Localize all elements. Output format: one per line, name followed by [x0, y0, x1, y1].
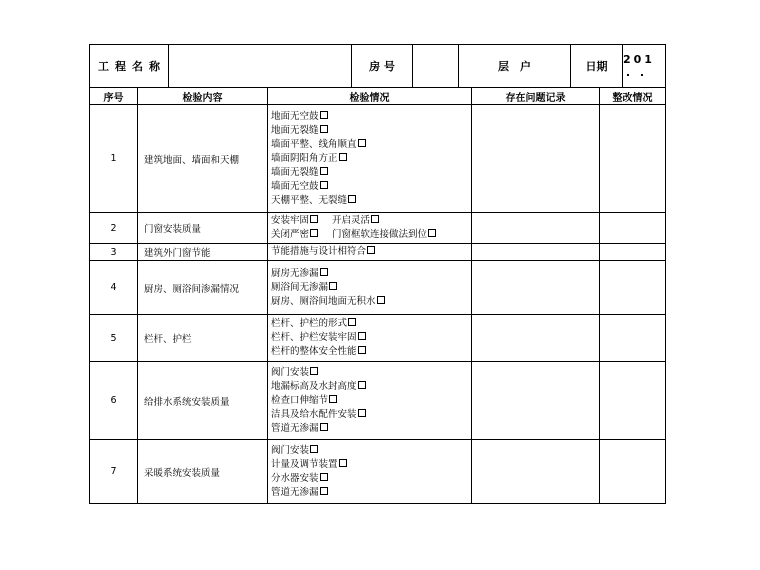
check-item-label: 阀门安装 — [271, 444, 310, 456]
check-line — [271, 408, 471, 422]
check-line — [271, 458, 471, 472]
col-status-header: 检验情况 — [268, 88, 472, 105]
project-name-label: 工程名称 — [90, 45, 169, 88]
check-item-label: 关闭严密 — [271, 229, 310, 240]
check-item-label: 栏杆的整体安全性能 — [271, 346, 357, 357]
check-item-label: 地面无空鼓 — [271, 110, 319, 122]
check-item-label: 计量及调节装置 — [271, 458, 338, 470]
check-item-label: 洁具及给水配件安装 — [271, 408, 357, 420]
table-row — [90, 315, 666, 362]
check-item-label: 墙面无空鼓 — [271, 180, 319, 192]
row-content: 采暖系统安装质量 — [138, 440, 268, 504]
row-seq: 7 — [90, 440, 138, 504]
row-seq: 4 — [90, 261, 138, 315]
table-row — [90, 244, 666, 261]
check-item-label: 节能措施与设计相符合 — [271, 246, 367, 257]
check-item-label: 地面无裂缝 — [271, 124, 319, 136]
col-content-header: 检验内容 — [138, 88, 268, 105]
col-rectify-header: 整改情况 — [600, 88, 666, 105]
row-rectify-cell[interactable] — [600, 213, 666, 244]
row-checks — [268, 213, 472, 244]
check-line — [271, 228, 471, 242]
row-seq: 3 — [90, 244, 138, 261]
table-row — [90, 213, 666, 244]
table-row — [90, 261, 666, 315]
checkbox-icon[interactable] — [329, 282, 337, 290]
row-issues-cell[interactable] — [472, 440, 600, 504]
checkbox-icon[interactable] — [371, 215, 379, 223]
row-rectify-cell[interactable] — [600, 362, 666, 440]
row-checks — [268, 244, 472, 261]
checkbox-icon[interactable] — [358, 409, 366, 417]
row-rectify-cell[interactable] — [600, 105, 666, 213]
check-line — [271, 345, 471, 359]
check-line — [271, 138, 471, 152]
row-content: 厨房、厕浴间渗漏情况 — [138, 261, 268, 315]
check-item-label: 安装牢固 — [271, 215, 310, 226]
check-item-label: 开启灵活 — [332, 215, 371, 226]
check-line — [271, 124, 471, 138]
inspection-table — [89, 87, 666, 504]
checkbox-icon[interactable] — [367, 246, 375, 254]
inspection-form — [89, 44, 665, 504]
check-line — [271, 245, 471, 259]
checkbox-icon[interactable] — [358, 381, 366, 389]
check-line — [271, 422, 471, 436]
row-rectify-cell[interactable] — [600, 261, 666, 315]
row-content: 建筑地面、墙面和天棚 — [138, 105, 268, 213]
check-line — [271, 267, 471, 281]
check-item-label: 栏杆、护栏安装牢固 — [271, 332, 357, 343]
checkbox-icon[interactable] — [358, 332, 366, 340]
check-item-label: 厨房、厕浴间地面无积水 — [271, 295, 376, 307]
col-seq-header: 序号 — [90, 88, 138, 105]
row-content: 门窗安装质量 — [138, 213, 268, 244]
check-item-label: 管道无渗漏 — [271, 422, 319, 434]
checkbox-icon[interactable] — [339, 153, 347, 161]
checkbox-icon[interactable] — [320, 487, 328, 495]
table-row — [90, 105, 666, 213]
row-issues-cell[interactable] — [472, 261, 600, 315]
row-rectify-cell[interactable] — [600, 440, 666, 504]
check-line — [271, 317, 471, 331]
check-item-label: 地漏标高及水封高度 — [271, 380, 357, 392]
checkbox-icon[interactable] — [320, 473, 328, 481]
row-checks — [268, 105, 472, 213]
check-line — [271, 295, 471, 309]
row-seq: 2 — [90, 213, 138, 244]
check-line — [271, 444, 471, 458]
row-content: 给排水系统安装质量 — [138, 362, 268, 440]
check-item-label: 墙面平整、线角顺直 — [271, 138, 357, 150]
check-line — [271, 110, 471, 124]
checkbox-icon[interactable] — [320, 125, 328, 133]
check-line — [271, 180, 471, 194]
checkbox-icon[interactable] — [310, 445, 318, 453]
row-checks — [268, 440, 472, 504]
check-item-label: 墙面阴阳角方正 — [271, 152, 338, 164]
checkbox-icon[interactable] — [320, 268, 328, 276]
check-item-label: 天棚平整、无裂缝 — [271, 194, 348, 206]
row-seq: 5 — [90, 315, 138, 362]
check-item-label: 墙面无裂缝 — [271, 166, 319, 178]
row-content: 建筑外门窗节能 — [138, 244, 268, 261]
column-header-row — [90, 88, 666, 105]
check-item-label: 厨房无渗漏 — [271, 267, 319, 279]
table-row — [90, 440, 666, 504]
checkbox-icon[interactable] — [320, 423, 328, 431]
room-number-value[interactable] — [413, 45, 459, 88]
check-line — [271, 214, 471, 228]
date-value[interactable]: 201 . . — [623, 45, 666, 88]
row-content: 栏杆、护栏 — [138, 315, 268, 362]
checkbox-icon[interactable] — [348, 318, 356, 326]
check-item-label: 阀门安装 — [271, 366, 310, 378]
row-rectify-cell[interactable] — [600, 315, 666, 362]
row-checks — [268, 362, 472, 440]
check-line — [271, 380, 471, 394]
row-issues-cell[interactable] — [472, 213, 600, 244]
row-seq: 1 — [90, 105, 138, 213]
row-issues-cell[interactable] — [472, 105, 600, 213]
check-line — [271, 366, 471, 380]
checkbox-icon[interactable] — [310, 215, 318, 223]
checkbox-icon[interactable] — [358, 346, 366, 354]
row-issues-cell[interactable] — [472, 244, 600, 261]
checkbox-icon[interactable] — [320, 167, 328, 175]
table-row — [90, 362, 666, 440]
check-line — [271, 194, 471, 208]
checkbox-icon[interactable] — [428, 229, 436, 237]
check-line — [271, 166, 471, 180]
row-rectify-cell[interactable] — [600, 244, 666, 261]
date-label: 日期 — [571, 45, 623, 88]
col-issues-header: 存在问题记录 — [472, 88, 600, 105]
check-line — [271, 331, 471, 345]
row-checks — [268, 315, 472, 362]
check-item-label: 检查口伸缩节 — [271, 394, 329, 406]
check-item-label: 门窗框软连接做法到位 — [332, 229, 428, 240]
inspection-rows — [90, 105, 666, 504]
project-name-value[interactable] — [169, 45, 352, 88]
checkbox-icon[interactable] — [310, 367, 318, 375]
row-issues-cell[interactable] — [472, 362, 600, 440]
check-item-label: 管道无渗漏 — [271, 486, 319, 498]
checkbox-icon[interactable] — [329, 395, 337, 403]
floor-unit-label: 层 户 — [459, 45, 571, 88]
header-table — [89, 44, 666, 88]
check-item-label: 厕浴间无渗漏 — [271, 281, 329, 293]
check-line — [271, 394, 471, 408]
room-number-label: 房 号 — [352, 45, 413, 88]
row-checks — [268, 261, 472, 315]
check-line — [271, 486, 471, 500]
row-issues-cell[interactable] — [472, 315, 600, 362]
check-line — [271, 472, 471, 486]
checkbox-icon[interactable] — [348, 195, 356, 203]
checkbox-icon[interactable] — [320, 181, 328, 189]
checkbox-icon[interactable] — [310, 229, 318, 237]
check-item-label: 分水器安装 — [271, 472, 319, 484]
check-item-label: 栏杆、护栏的形式 — [271, 318, 348, 329]
checkbox-icon[interactable] — [320, 111, 328, 119]
check-line — [271, 281, 471, 295]
check-line — [271, 152, 471, 166]
row-seq: 6 — [90, 362, 138, 440]
checkbox-icon[interactable] — [358, 139, 366, 147]
checkbox-icon[interactable] — [339, 459, 347, 467]
checkbox-icon[interactable] — [377, 296, 385, 304]
